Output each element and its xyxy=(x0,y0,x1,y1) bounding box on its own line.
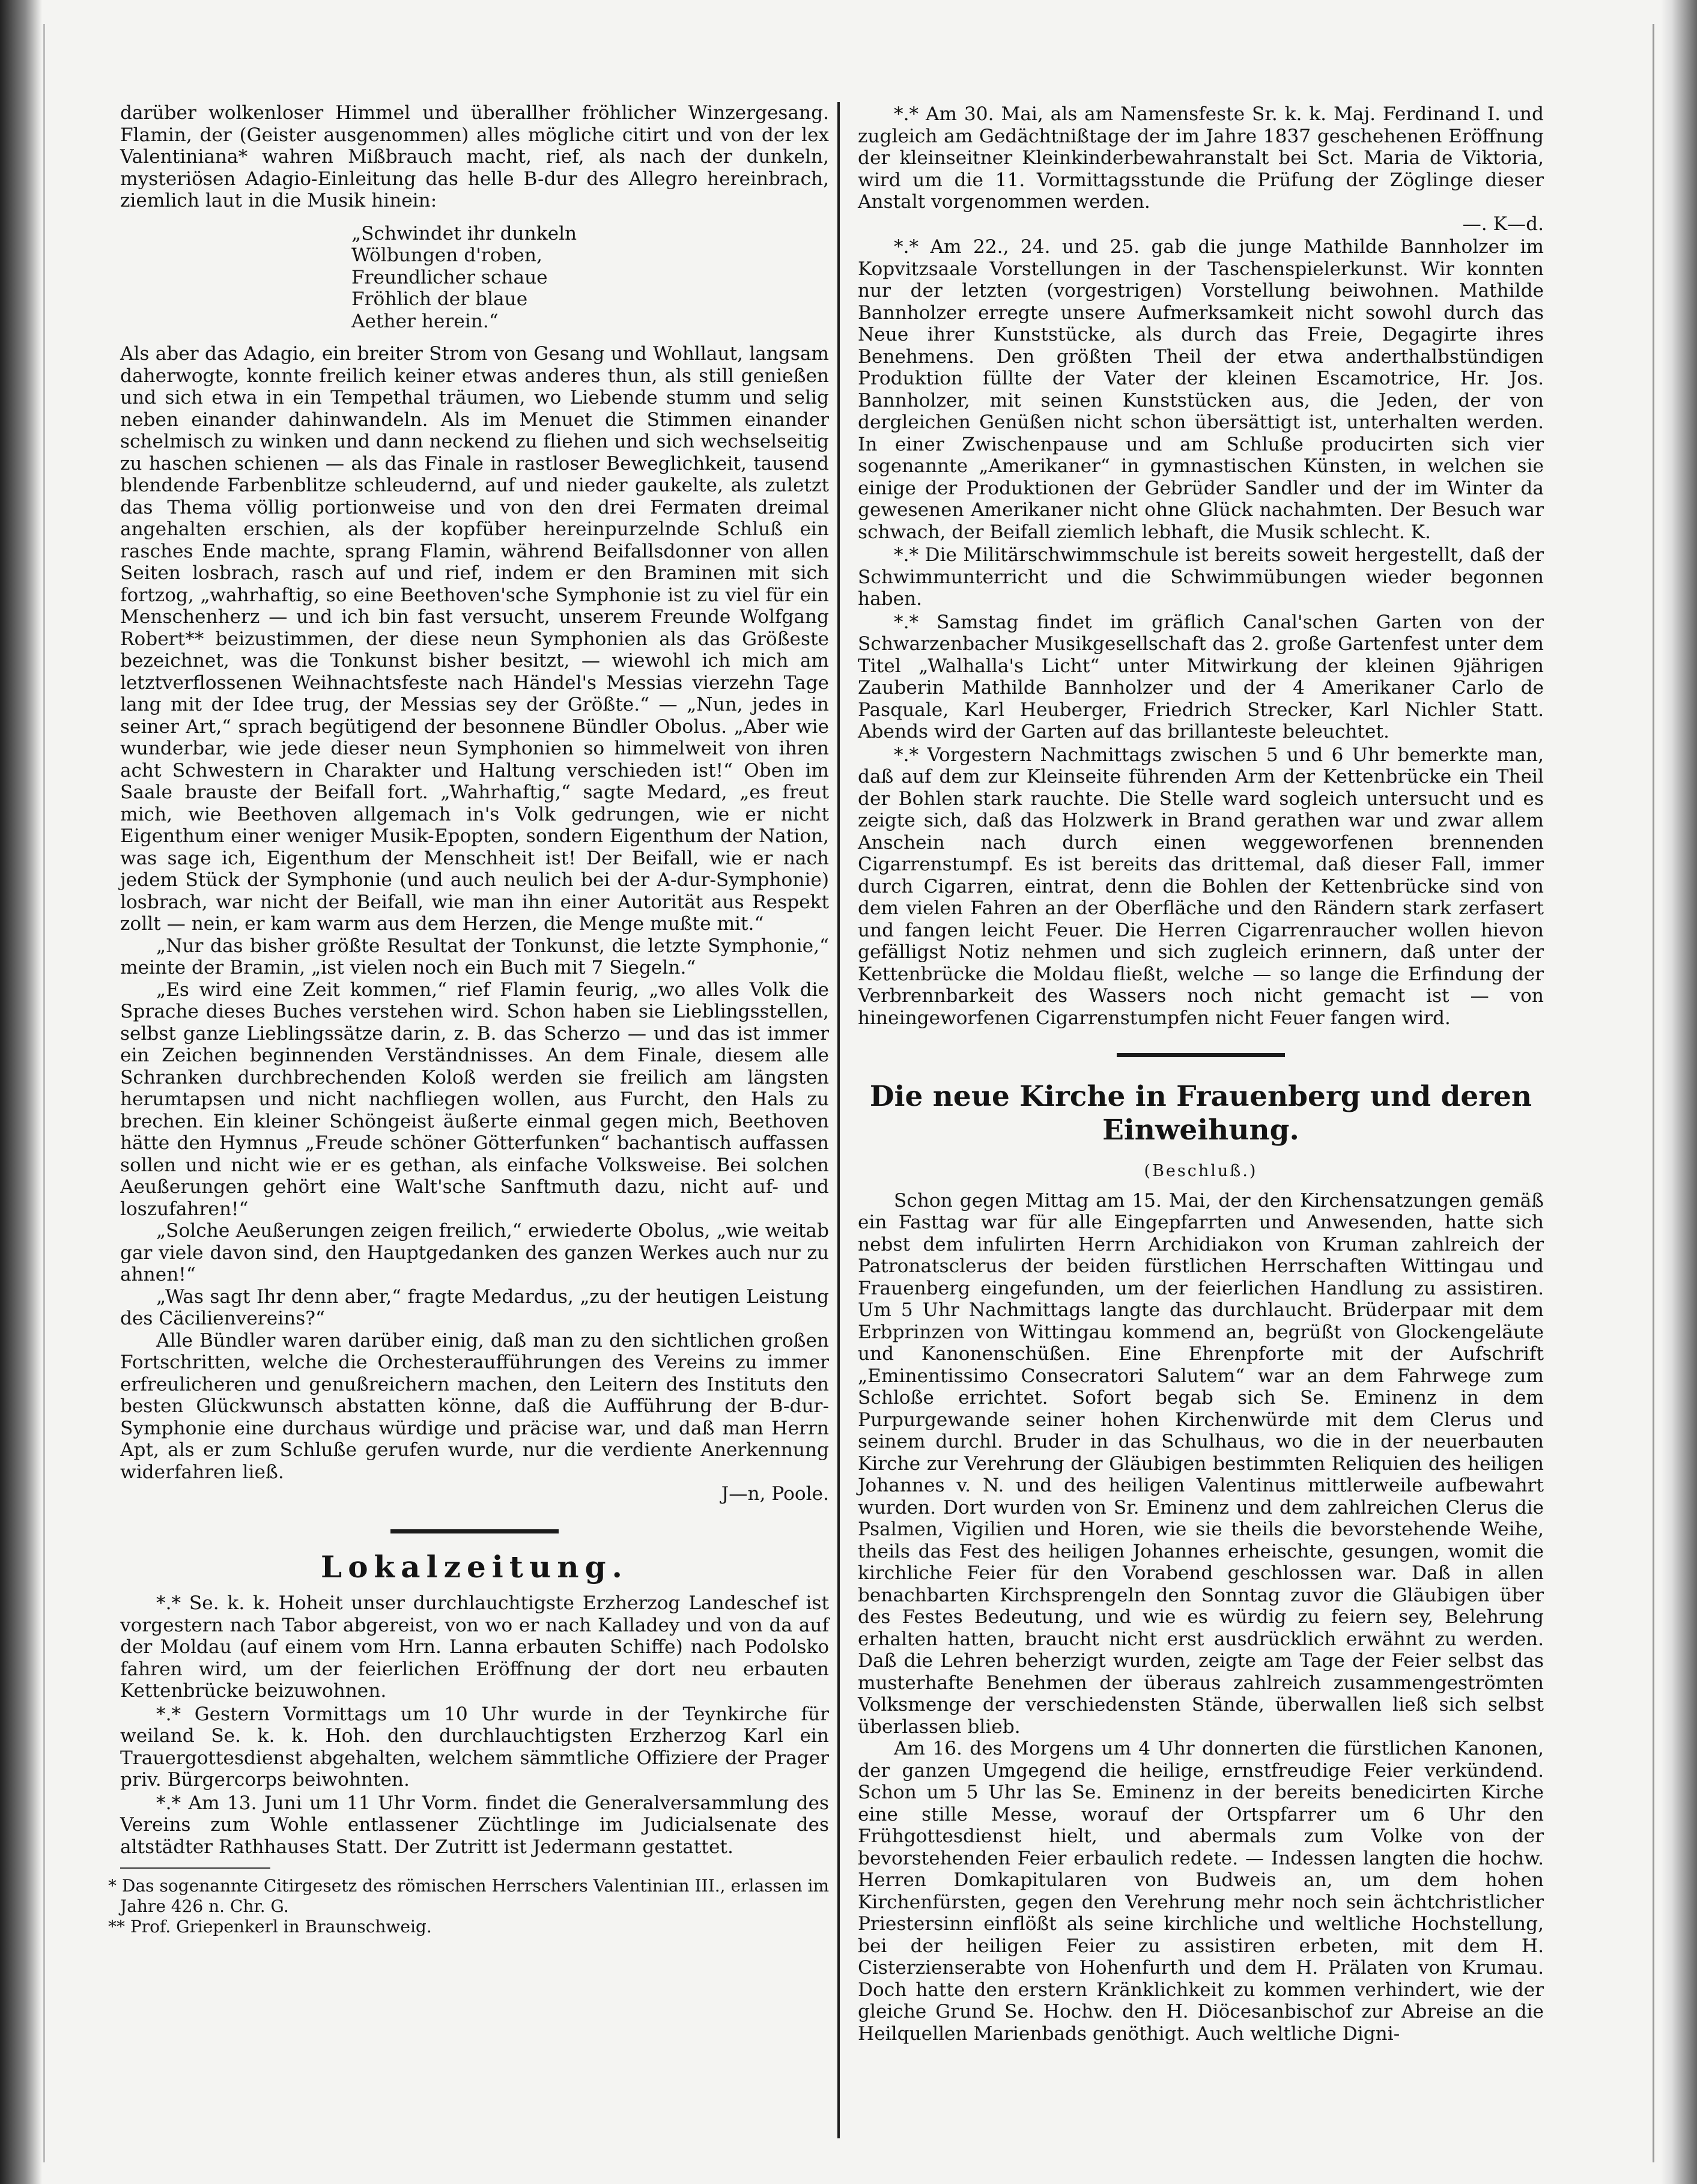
poem-line: Fröhlich der blaue xyxy=(351,288,528,310)
paragraph-3: „Nur das bisher größte Resultat der Tonkunst, die letzte Symphonie,“ meinte der Bramin, „ist vielen noch ein Buch mit 7 Siegeln.“ xyxy=(120,935,829,978)
signature: J—n, Poole. xyxy=(721,1483,829,1505)
news-item: *.* Vorgestern Nachmittags zwischen 5 und 6 Uhr bemerkte man, daß auf dem zur Kleinseite führenden Arm der Kettenbrücke ein Theil der Bohlen stark rauchte. Die Stelle ward sogleich untersucht und es zeigte sich, daß das Holzwerk in Brand gerathen war und zwar allem Anschein nach durch einen weggeworfenen brennenden Cigarrenstumpf. Es ist bereits das drittemal, daß dieser Fall, immer durch Cigarren, eintrat, denn die Bohlen der Kettenbrücke sind von dem vielen Fahren an der Oberfläche und den Rändern stark zerfasert und fangen leicht Feuer. Die Herren Cigarrenraucher wollen hievon gefälligst Notiz nehmen und sich zugleich erinnern, daß unter der Kettenbrücke die Moldau fließt, welche — so lange die Erfindung der Verbrennbarkeit des Wassers noch nicht gemacht ist — von hineingeworfenen Cigarrenstumpfen nicht Feuer fangen wird. xyxy=(858,744,1544,1029)
separator-rule xyxy=(390,1529,559,1533)
local-news-item: *.* Am 13. Juni um 11 Uhr Vorm. findet die Generalversammlung des Vereins zum Wohle entlassener Züchtlinge im Judicialsenate des altstädter Rathhauses Statt. Der Zutritt ist Jedermann gestattet. xyxy=(120,1792,829,1858)
column-rule xyxy=(837,102,840,2138)
news-item: *.* Die Militärschwimmschule ist bereits soweit hergestellt, daß der Schwimmunterricht und die Schwimmübungen wieder begonnen haben. xyxy=(858,544,1544,610)
article-title: Die neue Kirche in Frauenberg und deren Einweihung. xyxy=(869,1080,1532,1147)
article-paragraph: Schon gegen Mittag am 15. Mai, der den Kirchensatzungen gemäß ein Fasttag war für alle Eingepfarrten und Anwesenden, hatte sich nebst dem infulirten Herrn Archidiakon von Kruman zahlreich der Patronatsclerus der beiden fürstlichen Herrschaften Wittingau und Frauenberg eingefunden, um der feierlichen Handlung zu assistiren. Um 5 Uhr Nachmittags langte das durchlaucht. Brüderpaar mit dem Erbprinzen von Wittingau kommend an, begrüßt von Glockengeläute und Kanonenschüßen. Eine Ehrenpforte mit der Aufschrift „Eminentissimo Consecratori Salutem“ war an dem Fahrwege zum Schloße errichtet. Sofort begab sich Se. Eminenz in dem Purpurgewande seiner hohen Kirchenwürde mit dem Clerus und seinem durchl. Bruder in das Schulhaus, wo die in der neuerbauten Kirche zur Verehrung der Gläubigen bestimmten Reliquien des heiligen Johannes v. N. und des heiligen Valentinus mittlerweile aufbewahrt wurden. Dort wurden von Sr. Eminenz und dem zahlreichen Clerus die Psalmen, Vigilien und Horen, wie sie theils die bevorstehende Weihe, theils das Fest des heiligen Johannes erheischte, gesungen, womit die kirchliche Feier für den Vorabend geschlossen war. Daß in allen benachbarten Kirchsprengeln den Sonntag zuvor die Gläubigen über des Festes Bedeutung, und wie es würdig zu feiern sey, Belehrung erhalten hatten, braucht nicht erst ausdrücklich erwähnt zu werden. Daß die Lehren beherzigt wurden, zeigte am Tage der Feier selbst das musterhafte Benehmen der überaus zahlreich zusammengeströmten Volksmenge der verschiedensten Stände, überwallen ließ sich selbst überlassen blieb. xyxy=(858,1189,1544,1738)
news-item: *.* Am 30. Mai, als am Namensfeste Sr. k. k. Maj. Ferdinand I. und zugleich am Gedächtnißtage der im Jahre 1837 geschehenen Eröffnung der kleinseitner Kleinkinderbewahranstalt bei Sct. Maria de Viktoria, wird um die 11. Vormittagsstunde die Prüfung der Zöglinge dieser Anstalt vorgenommen werden. xyxy=(858,103,1544,213)
poem-line: Wölbungen d'roben, xyxy=(351,244,542,266)
paragraph-5: „Solche Aeußerungen zeigen freilich,“ erwiederte Obolus, „wie weitab gar viele davon sind, den Hauptgedanken des ganzen Werkes auch nur zu ahnen!“ xyxy=(120,1220,829,1285)
section-title: Lokalzeitung. xyxy=(321,1549,628,1585)
paragraph-6: „Was sagt Ihr denn aber,“ fragte Medardus, „zu der heutigen Leistung des Cäcilienvereins?“ xyxy=(120,1285,829,1329)
paragraph-4: „Es wird eine Zeit kommen,“ rief Flamin feurig, „wo alles Volk die Sprache dieses Buches verstehen wird. Schon haben sie Lieblingsstellen, selbst ganze Lieblingssätze darin, z. B. das Scherzo — und das ist immer ein Zeichen beginnenden Verständnisses. An dem Finale, diesem alle Schranken durchbrechenden Koloß werden sie freilich am längsten herumtapsen und nicht nachfliegen wollen, aus Furcht, den Hals zu brechen. Ein kleiner Schöngeist äußerte einmal gegen mich, Beethoven hätte den Hymnus „Freude schöner Götterfunken“ bachantisch auffassen sollen und nicht wie er es gethan, als einfache Volksweise. Bei solchen Aeußerungen gehört eine Walt'sche Sanftmuth dazu, nicht auf- und loszufahren!“ xyxy=(120,978,829,1220)
local-news-item: *.* Gestern Vormittags um 10 Uhr wurde in der Teynkirche für weiland Se. k. k. Hoh. den durchlauchtigsten Erzherzog Karl ein Trauergottesdienst abgehalten, welchem sämmtliche Offiziere der Prager priv. Bürgercorps beiwohnten. xyxy=(120,1703,829,1791)
poem-line: „Schwindet ihr dunkeln xyxy=(351,222,577,244)
poem-line: Aether herein.“ xyxy=(351,310,499,332)
local-news-item: *.* Se. k. k. Hoheit unser durchlauchtigste Erzherzog Landeschef ist vorgestern nach Tabor abgereist, von wo er nach Kalladey und von da auf der Moldau (auf einem vom Hrn. Lanna erbauten Schiffe) nach Podolsko fahren wird, um der feierlichen Eröffnung der dort neu erbauten Kettenbrücke beizuwohnen. xyxy=(120,1592,829,1702)
poem xyxy=(351,223,829,333)
left-column xyxy=(108,102,829,1937)
paragraph-1: darüber wolkenloser Himmel und überallher fröhlicher Winzergesang. Flamin, der (Geister ausgenommen) alles mögliche citirt und von der lex Valentiniana* wahren Mißbrauch macht, rief, als nach der dunkeln, mysteriösen Adagio-Einleitung das helle B-dur des Allegro hereinbrach, ziemlich laut in die Musik hinein: xyxy=(120,102,829,211)
footnote-rule xyxy=(120,1867,270,1869)
scan-shadow-right xyxy=(1661,0,1697,2184)
footnote: * Das sogenannte Citirgesetz des römischen Herrschers Valentinian III., erlassen im Jahre 426 n. Chr. G. xyxy=(108,1876,829,1916)
paragraph-7: Alle Bündler waren darüber einig, daß man zu den sichtlichen großen Fortschritten, welche die Orchesteraufführungen des Vereins zu immer erfreulicheren und genußreichern machen, den Leitern des Instituts den besten Glückwunsch abstatten könne, daß die Aufführung der B-dur-Symphonie eine durchaus würdige und präcise war, und daß man Herrn Apt, als er zum Schluße gerufen wurde, nur die verdiente Anerkennung widerfahren ließ. xyxy=(120,1329,829,1483)
footnote: ** Prof. Griepenkerl in Braunschweig. xyxy=(108,1917,432,1937)
scan-shadow-left xyxy=(0,0,42,2184)
poem-line: Freundlicher schaue xyxy=(351,266,548,288)
right-column xyxy=(858,102,1544,2045)
article-paragraph: Am 16. des Morgens um 4 Uhr donnerten die fürstlichen Kanonen, der ganzen Umgegend die heilige, ernstfreudige Feier verkündend. Schon um 5 Uhr las Se. Eminenz in der bereits benedicirten Kirche eine stille Messe, worauf der Ortspfarrer um 6 Uhr den Frühgottesdienst hielt, und abermals zum Volke von der bevorstehenden Feier erbaulich redete. — Indessen langten die hochw. Herren Domkapitularen von Budweis an, um dem hohen Kirchenfürsten, gegen den Verehrung mehr noch sein ächtchristlicher Priestersinn einflößt als seine kirchliche und weltliche Hochstellung, bei der heiligen Feier zu assistiren erbeten, mit dem H. Cisterzienserabte von Hohenfurth und dem H. Prälaten von Krumau. Doch hatte den erstern Kränklichkeit zu kommen verhindert, wie der gleiche Grund Se. Hochw. den H. Diöcesanbischof zur Abreise an die Heilquellen Marienbads genöthigt. Auch weltliche Digni- xyxy=(858,1738,1544,2045)
news-item: *.* Samstag findet im gräflich Canal'schen Garten von der Schwarzenbacher Musikgesellschaft das 2. große Gartenfest unter dem Titel „Walhalla's Licht“ unter Mitwirkung der kleinen 9jährigen Zauberin Mathilde Bannholzer und der 4 Amerikaner Carlo de Pasquale, Karl Heuberger, Friedrich Strecker, Karl Nichler Statt. Abends wird der Garten auf das brillanteste beleuchtet. xyxy=(858,611,1544,742)
signature: —. K—d. xyxy=(1462,213,1544,235)
paragraph-2: Als aber das Adagio, ein breiter Strom von Gesang und Wohllaut, langsam daherwogte, konnte freilich keiner etwas anderes thun, als still genießen und sich etwa in ein Tempethal träumen, wo Liebende stumm und selig neben einander dahinwandeln. Als im Menuet die Stimmen einander schelmisch zu winken und dann neckend zu fliehen und sich wechselseitig zu haschen schienen — als das Finale in rastloser Beweglichkeit, tausend blendende Farbenblitze schleudernd, auf und nieder gaukelte, als zuletzt das Thema völlig portionweise und von den drei Fermaten dreimal angehalten erschien, als der kopfüber hereinpurzelnde Schluß ein rasches Ende machte, sprang Flamin, während Beifallsdonner von allen Seiten losbrach, rasch auf und rief, indem er den Braminen mit sich fortzog, „wahrhaftig, so eine Beethoven'sche Symphonie ist zu viel für ein Menschenherz — und ich bin fast versucht, unserem Freunde Wolfgang Robert** beizustimmen, der diese neun Symphonien als das Größeste bezeichnet, was die Tonkunst bisher besitzt, — wiewohl ich mich am letztverflossenen Weihnachtsfeste nach Händel's Messias vierzehn Tage lang mit der Idee trug, der Messias sey der Größte.“ — „Nun, jedes in seiner Art,“ sprach begütigend der besonnene Bündler Obolus. „Aber wie wunderbar, wie jede dieser neun Symphonien so himmelweit von ihren acht Schwestern in Charakter und Haltung verschieden ist!“ Oben im Saale brauste der Beifall fort. „Wahrhaftig,“ sagte Medard, „es freut mich, wie Beethoven allgemach in's Volk gedrungen, wie er nicht Eigenthum einer weniger Musik-Epopten, sondern Eigenthum der Nation, was sage ich, Eigenthum der Menschheit ist! Der Beifall, wie er nach jedem Stück der Symphonie (und auch neulich bei der A-dur-Symphonie) losbrach, war nicht der Beifall, wie man ihn einer Autorität aus Respekt zollt — nein, er kam warm aus dem Herzen, die Menge mußte mit.“ xyxy=(120,343,829,935)
article-subtitle: (Beschluß.) xyxy=(1144,1162,1258,1180)
separator-rule xyxy=(1117,1053,1285,1057)
news-item: *.* Am 22., 24. und 25. gab die junge Mathilde Bannholzer im Kopvitzsaale Vorstellungen in der Taschenspielerkunst. Wir konnten nur der letzten (vorgestrigen) Vorstellung beiwohnen. Mathilde Bannholzer erregte unsere Aufmerksamkeit nicht sowohl durch das Neue ihrer Kunststücke, als durch das Freie, Degagirte ihres Benehmens. Den größten Theil der etwa anderthalbstündigen Produktion füllte der Vater der kleinen Escamotrice, Hr. Jos. Bannholzer, mit seinen Kunststücken aus, die Jeden, der von dergleichen Genüßen nicht schon übersättigt ist, unterhalten werden. In einer Zwischenpause und am Schluße producirten sich vier sogenannte „Amerikaner“ in gymnastischen Künsten, in welchen sie einige der Produktionen der Gebrüder Sandler und der im Winter da gewesenen Amerikaner nicht ohne Glück nachahmten. Der Besuch war schwach, der Beifall ziemlich lebhaft, die Musik schlecht. K. xyxy=(858,236,1544,543)
